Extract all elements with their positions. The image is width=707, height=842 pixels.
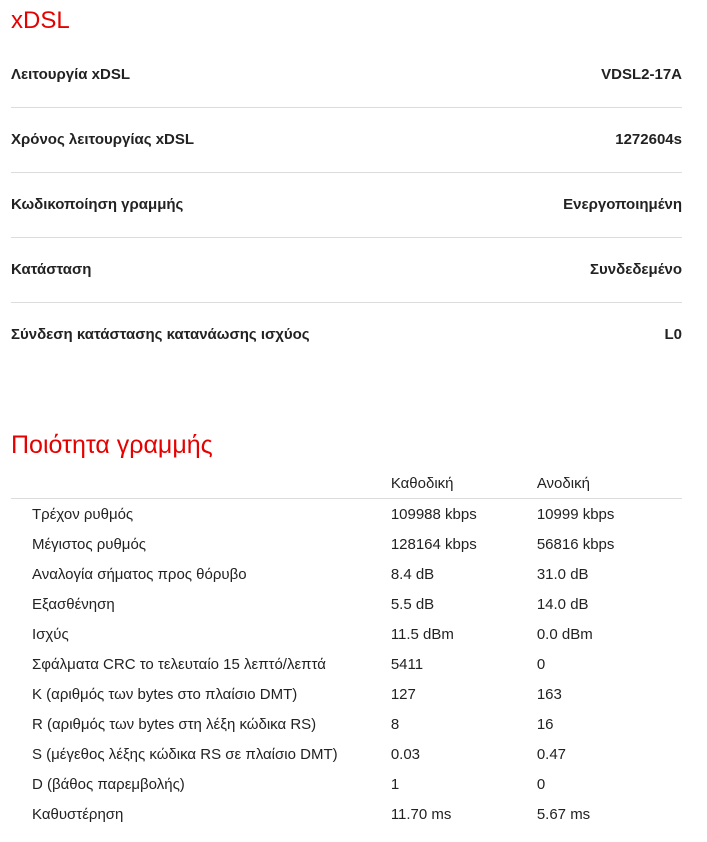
downstream-cell: 5411: [390, 655, 424, 673]
upstream-cell: 5.67 ms: [536, 805, 591, 823]
upstream-cell: 16: [536, 715, 554, 733]
parameter-cell: D (βάθος παρεμβολής): [32, 775, 185, 793]
upstream-cell: 10999 kbps: [536, 505, 615, 523]
info-row-xdsl-mode: [11, 43, 682, 108]
table-row: [11, 679, 682, 709]
parameter-cell: Αναλογία σήματος προς θόρυβο: [32, 565, 247, 583]
table-row: [11, 799, 682, 829]
info-row-xdsl-uptime: [11, 108, 682, 173]
table-row: [11, 649, 682, 679]
parameter-cell: Εξασθένηση: [32, 595, 115, 613]
info-row-power-state: [11, 303, 682, 367]
table-row: [11, 769, 682, 799]
downstream-cell: 8.4 dB: [390, 565, 435, 583]
parameter-cell: Σφάλματα CRC το τελευταίο 15 λεπτό/λεπτά: [32, 655, 326, 673]
downstream-cell: 128164 kbps: [390, 535, 477, 553]
upstream-cell: 163: [536, 685, 562, 703]
downstream-cell: 11.5 dBm: [390, 625, 454, 643]
parameter-cell: Καθυστέρηση: [32, 805, 124, 823]
table-row: [11, 739, 682, 769]
column-header-parameter: [11, 469, 391, 499]
column-header-upstream: Ανοδική: [537, 469, 682, 499]
table-row: [11, 559, 682, 589]
upstream-cell: 0.47: [536, 745, 567, 763]
parameter-cell: Ισχύς: [32, 625, 69, 643]
table-row: [11, 619, 682, 649]
upstream-cell: 56816 kbps: [536, 535, 615, 553]
downstream-cell: 127: [390, 685, 416, 703]
info-value: L0: [664, 326, 682, 343]
info-row-line-encoding: [11, 173, 682, 238]
info-row-status: [11, 238, 682, 303]
parameter-cell: K (αριθμός των bytes στο πλαίσιο DMT): [32, 685, 298, 703]
downstream-cell: 5.5 dB: [390, 595, 435, 613]
info-value: VDSL2-17A: [601, 66, 682, 83]
downstream-cell: 1: [390, 775, 400, 793]
upstream-cell: 0: [536, 655, 546, 673]
downstream-cell: 0.03: [390, 745, 421, 763]
table-row: [11, 499, 682, 530]
info-label: Λειτουργία xDSL: [11, 66, 130, 83]
line-quality-table: [11, 469, 682, 829]
upstream-cell: 14.0 dB: [536, 595, 589, 613]
info-label: Κωδικοποίηση γραμμής: [11, 196, 184, 213]
table-row: [11, 529, 682, 559]
downstream-cell: 8: [390, 715, 400, 733]
column-header-downstream: Καθοδική: [391, 469, 537, 499]
parameter-cell: Μέγιστος ρυθμός: [32, 535, 147, 553]
upstream-cell: 0: [536, 775, 546, 793]
xdsl-info-list: [11, 43, 682, 367]
table-header-row: [11, 469, 682, 499]
info-label: Χρόνος λειτουργίας xDSL: [11, 131, 195, 148]
table-row: [11, 589, 682, 619]
xdsl-section-title: xDSL: [11, 7, 70, 34]
info-value: Συνδεδεμένο: [590, 261, 682, 278]
info-label: Σύνδεση κατάστασης κατανάωσης ισχύος: [11, 326, 310, 343]
parameter-cell: Τρέχον ρυθμός: [32, 505, 134, 523]
upstream-cell: 0.0 dBm: [536, 625, 593, 643]
info-value: Ενεργοποιημένη: [563, 196, 682, 213]
line-quality-section-title: Ποιότητα γραμμής: [11, 431, 213, 459]
downstream-cell: 11.70 ms: [390, 805, 452, 823]
table-row: [11, 709, 682, 739]
downstream-cell: 109988 kbps: [390, 505, 477, 523]
info-value: 1272604s: [615, 131, 682, 148]
info-label: Κατάσταση: [11, 261, 92, 278]
upstream-cell: 31.0 dB: [536, 565, 589, 583]
parameter-cell: R (αριθμός των bytes στη λέξη κώδικα RS): [32, 715, 317, 733]
parameter-cell: S (μέγεθος λέξης κώδικα RS σε πλαίσιο DMT): [32, 745, 338, 763]
